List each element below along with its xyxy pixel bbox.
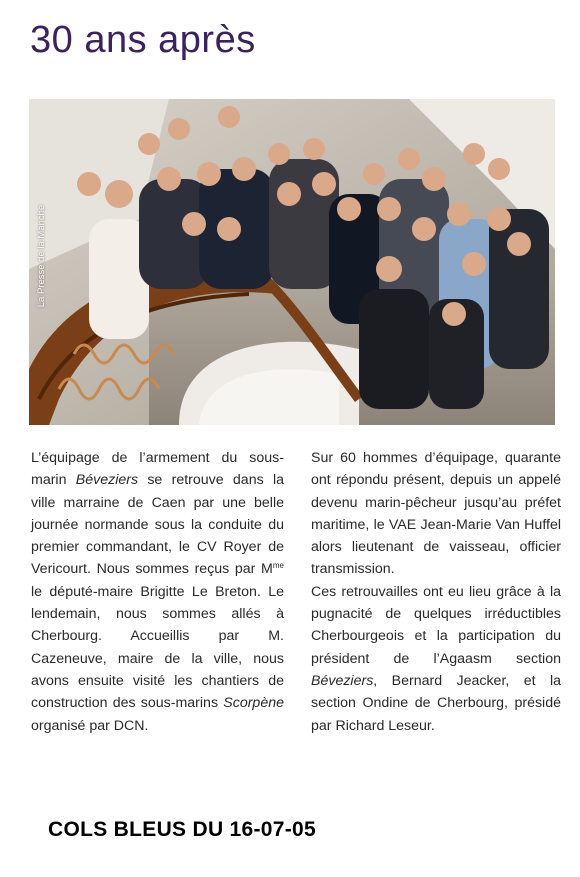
photo-credit: La Presse de la Manche (36, 204, 47, 308)
paragraph-right-2-run: , Bernard Jeacker, et la section Ondine de Cherbourg, présidé par Richard Leseur. (311, 672, 561, 734)
group-photo (29, 99, 555, 425)
group-photo-illustration (29, 99, 555, 425)
article-title: 30 ans après (30, 19, 256, 61)
paragraph-right-1: Sur 60 hommes d’équipage, quarante ont répondu présent, depuis un appelé devenu marin-pêcheur jusqu’au préfet maritime, le VAE Jean-Marie Van Huffel alors lieutenant de vaisseau, officier transmission. (311, 450, 561, 578)
paragraph-left-run: L’équipage de l’armement du sous-marin (31, 450, 284, 489)
paragraph-left-run: me (272, 561, 284, 571)
paragraph-right-2-run: Ces retrouvailles ont eu lieu grâce à la pugnacité de quelques irréductibles Cherbourgeois et la participation du président de l’Agaasm section (311, 583, 561, 667)
paragraph-right-2 (311, 581, 561, 737)
paragraph-left-run: organisé par DCN. (31, 717, 149, 734)
article-column-left (31, 447, 284, 737)
paragraph-left-run: Scorpène (223, 695, 284, 712)
source-caption: COLS BLEUS DU 16-07-05 (48, 818, 317, 841)
article-column-right (311, 447, 561, 737)
paragraph-left-run: Béveziers (75, 472, 139, 489)
paragraph-left (31, 447, 284, 737)
paragraph-left-run: se retrouve dans la ville marraine de Caen par une belle journée normande sous la conduite du premier commandant, le CV Royer de Vericourt. Nous sommes reçus par M (31, 472, 285, 578)
paragraph-left-run: le député-maire Brigitte Le Breton. Le lendemain, nous sommes allés à Cherbourg. Accueillis par M. Cazeneuve, maire de la ville, nous avons ensuite visité les chantiers de construction des sous-marins (31, 583, 284, 712)
paragraph-right-2-run: Béveziers (311, 672, 374, 689)
